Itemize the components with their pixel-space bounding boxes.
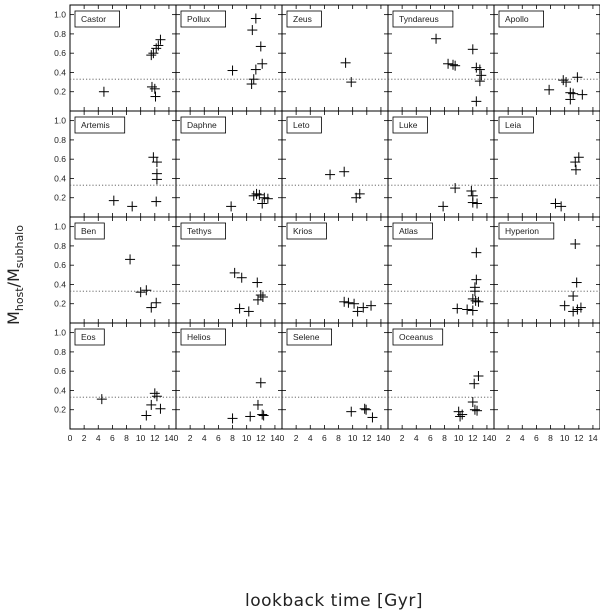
panel-label: Oceanus: [399, 332, 434, 342]
panel-frame: [494, 323, 600, 429]
y-tick-label: 0.6: [54, 154, 66, 165]
panel-label: Ben: [81, 226, 97, 236]
y-axis-label-sub-host: host: [13, 287, 26, 312]
x-tick-label: 12: [256, 433, 266, 443]
y-tick-label: 0.4: [54, 385, 66, 396]
data-point: [472, 199, 482, 209]
data-point: [151, 298, 161, 308]
data-point: [339, 167, 349, 177]
data-point: [367, 412, 377, 422]
data-point: [141, 411, 151, 421]
data-point: [431, 34, 441, 44]
data-point: [568, 89, 578, 99]
data-point: [253, 295, 263, 305]
data-point: [136, 287, 146, 297]
data-point: [245, 411, 255, 421]
data-point: [572, 278, 582, 288]
x-tick-label: 6: [110, 433, 115, 443]
data-point: [99, 87, 109, 97]
data-point: [469, 379, 479, 389]
data-point: [257, 59, 267, 69]
x-tick-label: 6: [216, 433, 221, 443]
data-point: [256, 290, 266, 300]
x-tick-label: 6: [322, 433, 327, 443]
data-point: [228, 66, 238, 76]
x-tick-label: 10: [241, 433, 252, 443]
data-point: [97, 394, 107, 404]
data-point: [253, 400, 263, 410]
x-tick-label: 4: [413, 433, 419, 443]
data-point: [471, 275, 481, 285]
data-point: [153, 40, 163, 50]
data-point: [252, 278, 262, 288]
panel-label: Artemis: [81, 120, 110, 130]
data-point: [361, 405, 371, 415]
data-point: [341, 58, 351, 68]
x-tick-label: 0: [491, 433, 497, 443]
data-point: [471, 296, 481, 306]
data-point: [228, 413, 238, 423]
y-tick-label: 0.4: [54, 67, 66, 78]
x-tick-label: 14: [588, 433, 598, 443]
panel-atlas: [388, 217, 494, 323]
x-tick-label: 4: [519, 433, 525, 443]
data-point: [468, 305, 478, 315]
panel-label: Hyperion: [505, 226, 540, 236]
x-tick-label: 2: [81, 433, 87, 443]
data-point: [472, 406, 482, 416]
panel-label: Eos: [81, 332, 96, 342]
y-tick-label: 0.8: [54, 240, 66, 251]
data-point: [148, 48, 158, 58]
y-tick-label: 0.8: [54, 134, 66, 145]
x-tick-label: 4: [201, 433, 207, 443]
x-tick-label: 0: [67, 433, 73, 443]
panel-label: Leia: [505, 120, 522, 130]
data-point: [259, 411, 269, 421]
x-tick-label: 6: [534, 433, 539, 443]
y-tick-label: 0.8: [54, 346, 66, 357]
data-point: [152, 391, 162, 401]
data-point: [558, 75, 568, 85]
y-tick-label: 0.4: [54, 279, 66, 290]
x-tick-label: 10: [559, 433, 570, 443]
panel-tethys: [176, 217, 282, 323]
y-tick-label: 0.6: [54, 366, 66, 377]
panel-hyperion: [494, 217, 600, 323]
data-point: [473, 371, 483, 381]
panel-eos: [54, 323, 176, 443]
x-tick-label: 8: [442, 433, 447, 443]
y-tick-label: 0.2: [54, 192, 66, 203]
data-point: [249, 191, 259, 201]
panel-label: Krios: [293, 226, 313, 236]
panel-ben: [54, 217, 176, 323]
panel-tyndareus: [388, 5, 494, 111]
panel-helios: [174, 323, 282, 443]
data-point: [448, 60, 458, 70]
data-point: [230, 268, 240, 278]
data-point: [568, 291, 578, 301]
data-point: [360, 404, 370, 414]
data-point: [257, 410, 267, 420]
data-point: [452, 304, 462, 314]
panel-label: Tethys: [187, 226, 212, 236]
data-point: [468, 44, 478, 54]
data-point: [366, 301, 376, 311]
panel-label: Pollux: [187, 14, 211, 24]
data-point: [346, 77, 356, 87]
x-tick-label: 14: [376, 433, 386, 443]
data-point: [146, 400, 156, 410]
x-tick-label: 0: [279, 433, 285, 443]
data-point: [473, 297, 483, 307]
data-point: [468, 198, 478, 208]
y-tick-label: 0.6: [54, 260, 66, 271]
panel-empty: [492, 323, 600, 443]
data-point: [450, 183, 460, 193]
data-point: [544, 85, 554, 95]
y-axis-label: [0, 150, 26, 400]
data-point: [571, 165, 581, 175]
y-tick-label: 0.2: [54, 404, 66, 415]
data-point: [244, 306, 254, 316]
data-point: [146, 50, 156, 60]
x-tick-label: 4: [307, 433, 313, 443]
data-point: [471, 96, 481, 106]
data-point: [346, 407, 356, 417]
data-point: [141, 285, 151, 295]
data-point: [155, 35, 165, 45]
y-tick-label: 1.0: [54, 221, 66, 232]
data-point: [556, 201, 566, 211]
panel-label: Atlas: [399, 226, 418, 236]
panel-luke: [388, 111, 494, 217]
panel-apollo: [494, 5, 600, 111]
y-axis-label-main: M: [4, 311, 23, 325]
data-point: [127, 201, 137, 211]
y-tick-label: 1.0: [54, 327, 66, 338]
panel-oceanus: [386, 323, 494, 443]
data-point: [455, 411, 465, 421]
data-point: [151, 43, 161, 53]
data-point: [247, 25, 257, 35]
data-point: [443, 59, 453, 69]
x-tick-label: 6: [428, 433, 433, 443]
data-point: [438, 201, 448, 211]
data-point: [251, 65, 261, 75]
x-tick-label: 4: [95, 433, 101, 443]
data-point: [470, 405, 480, 415]
x-tick-label: 12: [468, 433, 478, 443]
data-point: [226, 201, 236, 211]
data-point: [247, 79, 257, 89]
data-point: [237, 273, 247, 283]
data-point: [125, 254, 135, 264]
data-point: [572, 72, 582, 82]
y-tick-label: 0.2: [54, 86, 66, 97]
x-tick-label: 2: [293, 433, 299, 443]
data-point: [468, 397, 478, 407]
panel-daphne: [176, 111, 282, 217]
x-axis-label: lookback time [Gyr]: [245, 591, 423, 611]
data-point: [150, 388, 160, 398]
y-tick-label: 1.0: [54, 9, 66, 20]
panel-label: Zeus: [293, 14, 312, 24]
x-tick-label: 10: [135, 433, 146, 443]
y-tick-label: 0.2: [54, 298, 66, 309]
data-point: [256, 41, 266, 51]
panel-zeus: [282, 5, 388, 111]
x-tick-label: 12: [150, 433, 160, 443]
data-point: [151, 197, 161, 207]
data-point: [343, 298, 353, 308]
y-tick-label: 0.6: [54, 48, 66, 59]
panel-label: Tyndareus: [399, 14, 439, 24]
panel-pollux: [176, 5, 282, 111]
panel-selene: [280, 323, 388, 443]
data-point: [468, 294, 478, 304]
data-point: [146, 303, 156, 313]
panel-label: Leto: [293, 120, 310, 130]
panel-label: Apollo: [505, 14, 529, 24]
data-point: [152, 174, 162, 184]
panel-label: Helios: [187, 332, 211, 342]
data-point: [258, 292, 268, 302]
x-tick-label: 12: [574, 433, 584, 443]
data-point: [235, 304, 245, 314]
x-tick-label: 2: [399, 433, 405, 443]
panel-label: Selene: [293, 332, 320, 342]
panel-artemis: [54, 111, 176, 217]
data-point: [450, 61, 460, 71]
data-point: [462, 305, 472, 315]
data-point: [570, 239, 580, 249]
data-point: [109, 196, 119, 206]
data-point: [147, 82, 157, 92]
x-tick-label: 0: [385, 433, 391, 443]
panel-grid: [54, 5, 600, 443]
x-tick-label: 10: [347, 433, 358, 443]
panel-castor: [54, 5, 176, 111]
panel-label: Luke: [399, 120, 418, 130]
data-point: [577, 90, 587, 100]
x-tick-label: 0: [173, 433, 179, 443]
x-tick-label: 2: [505, 433, 511, 443]
data-point: [150, 84, 160, 94]
data-point: [565, 94, 575, 104]
y-axis-label-sub-subhalo: subhalo: [13, 225, 26, 269]
data-point: [560, 301, 570, 311]
data-point: [249, 74, 259, 84]
x-tick-label: 14: [482, 433, 492, 443]
data-point: [151, 92, 161, 102]
y-tick-label: 0.4: [54, 173, 66, 184]
x-tick-label: 14: [270, 433, 280, 443]
data-point: [466, 186, 476, 196]
svg-text:Mhost/Msubhalo: $M_{host}/M_{subhalo}$: [4, 225, 26, 325]
x-tick-label: 8: [548, 433, 553, 443]
data-point: [475, 76, 485, 86]
data-point: [339, 297, 349, 307]
y-tick-label: 1.0: [54, 115, 66, 126]
data-point: [561, 77, 571, 87]
panel-krios: [282, 217, 388, 323]
data-point: [550, 199, 560, 209]
panel-leia: [494, 111, 600, 217]
panel-leto: [282, 111, 388, 217]
panel-label: Castor: [81, 14, 107, 24]
x-tick-label: 2: [187, 433, 193, 443]
x-tick-label: 8: [230, 433, 235, 443]
data-point: [155, 404, 165, 414]
data-point: [257, 199, 267, 209]
y-tick-label: 0.8: [54, 28, 66, 39]
data-point: [471, 248, 481, 258]
x-tick-label: 8: [336, 433, 341, 443]
data-point: [256, 378, 266, 388]
x-tick-label: 8: [124, 433, 129, 443]
x-tick-label: 10: [453, 433, 464, 443]
x-tick-label: 12: [362, 433, 372, 443]
data-point: [325, 170, 335, 180]
data-point: [251, 13, 261, 23]
panel-label: Daphne: [187, 120, 217, 130]
x-tick-label: 14: [164, 433, 174, 443]
